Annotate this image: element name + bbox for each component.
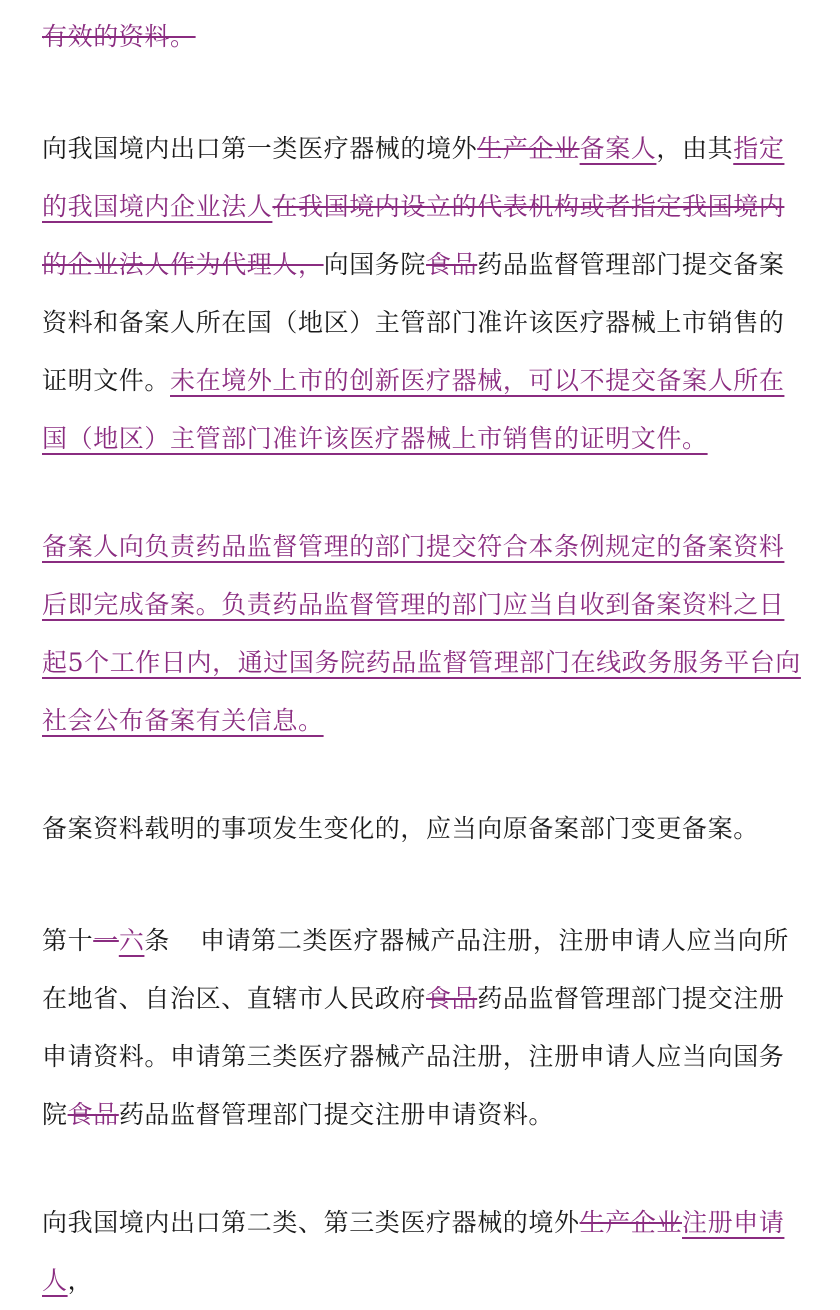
deleted-text: 生产企业 [579, 1208, 683, 1237]
article-number-prefix: 第十 [42, 926, 94, 955]
deleted-text: 食品 [426, 250, 478, 279]
inserted-text: 备案人 [579, 134, 657, 163]
inserted-text: 指定的我国境内企业法人 [42, 134, 785, 221]
article-number-suffix: 条 [144, 926, 171, 955]
deleted-text: 食品 [426, 984, 478, 1013]
inserted-text: 六 [118, 926, 145, 955]
paragraph-fragment-top [42, 8, 802, 66]
deleted-text: 有效的资料。 [42, 22, 196, 51]
body-text: ，由其 [656, 134, 734, 163]
body-text: 药品监督管理部门提交注册申请资料。申请第三类医疗器械产品注册，注册申请人应当向国务院 [42, 984, 785, 1129]
paragraph-second-third-class-import [42, 1194, 802, 1310]
paragraph-filing-completion [42, 518, 802, 750]
deleted-text: 一 [93, 926, 119, 955]
body-text: 申请第二类医疗器械产品注册，注册申请人应当向所在地省、自治区、直辖市人民政府 [42, 926, 789, 1013]
body-text: 向我国境内出口第二类、第三类医疗器械的境外 [42, 1208, 580, 1237]
inserted-text: 未在境外上市的创新医疗器械，可以不提交备案人所在国（地区）主管部门准许该医疗器械上市销售的证明文件。 [42, 366, 785, 453]
deleted-text: 生产企业 [477, 134, 580, 163]
body-text: 药品监督管理部门提交备案资料和备案人所在国（地区）主管部门准许该医疗器械上市销售的证明文件。 [42, 250, 785, 395]
body-text: ， [67, 1266, 94, 1295]
body-text: 备案资料载明的事项发生变化的，应当向原备案部门变更备案。 [42, 814, 759, 843]
paragraph-article-16 [42, 912, 802, 1144]
body-text: 向国务院 [323, 250, 427, 279]
deleted-text: 食品 [67, 1100, 119, 1129]
paragraph-first-class-import [42, 120, 802, 468]
body-text: 向我国境内出口第一类医疗器械的境外 [42, 134, 478, 163]
paragraph-filing-change [42, 800, 802, 858]
deleted-text: 在我国境内设立的代表机构或者指定我国境内的企业法人作为代理人， [42, 192, 785, 279]
inserted-text: 备案人向负责药品监督管理的部门提交符合本条例规定的备案资料后即完成备案。负责药品监督管理的部门应当自收到备案资料之日起5个工作日内，通过国务院药品监督管理部门在线政务服务平台向社会公布备案有关信息。 [42, 532, 801, 735]
body-text: 药品监督管理部门提交注册申请资料。 [118, 1100, 555, 1129]
inserted-text: 注册申请人 [42, 1208, 785, 1295]
